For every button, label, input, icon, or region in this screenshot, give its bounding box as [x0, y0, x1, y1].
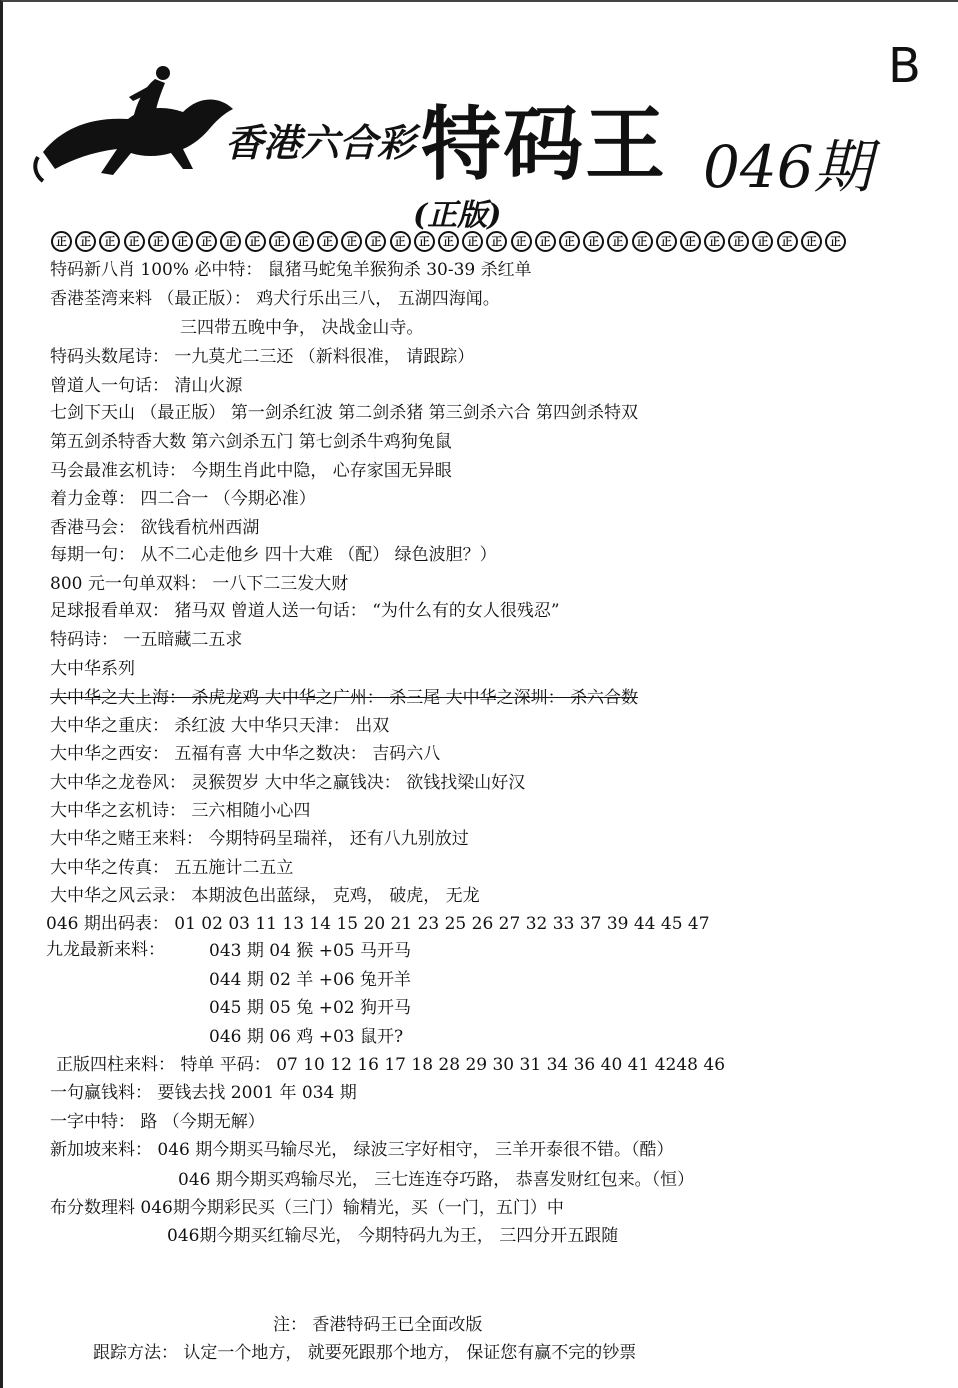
genuine-mark-icon: 正: [196, 231, 217, 252]
content-line: 046 期今期买鸡输尽光， 三七连连夺巧路， 恭喜发财红包来。（恒）: [178, 1170, 695, 1190]
genuine-mark-icon: 正: [172, 231, 193, 252]
content-line: 046 期 06 鸡 +03 鼠开?: [209, 1027, 404, 1047]
footer-method: 跟踪方法： 认定一个地方， 就要死跟那个地方， 保证您有赢不完的钞票: [93, 1343, 637, 1363]
content-line: 着力金尊： 四二合一 （今期必准）: [50, 489, 316, 509]
content-line: 足球报看单双： 猪马双 曾道人送一句话： “为什么有的女人很残忍”: [50, 601, 560, 621]
genuine-mark-icon: 正: [148, 231, 169, 252]
content-line: 800 元一句单双料： 一八下二三发大财: [50, 574, 349, 594]
content-line: 香港马会： 欲钱看杭州西湖: [50, 518, 260, 538]
content-line: 大中华之玄机诗： 三六相随小心四: [50, 801, 311, 821]
content-line: 045 期 05 兔 +02 狗开马: [209, 998, 411, 1018]
content-line: 第五剑杀特香大数 第六剑杀五门 第七剑杀牛鸡狗兔鼠: [50, 432, 452, 452]
content-line: 布分数理料 046期今期彩民买（三门）输精光，买（一门，五门）中: [50, 1198, 564, 1218]
genuine-mark-icon: 正: [486, 231, 507, 252]
content-line: 046 期出码表： 01 02 03 11 13 14 15 20 21 23 25 26 27 32 33 37 39 44 45 47: [46, 914, 710, 934]
genuine-mark-icon: 正: [99, 231, 120, 252]
genuine-mark-icon: 正: [728, 231, 749, 252]
logo-big-title: 特码王: [421, 97, 667, 191]
content-line: 一句赢钱料： 要钱去找 2001 年 034 期: [50, 1083, 357, 1103]
content-line: 曾道人一句话： 清山火源: [50, 376, 243, 396]
genuine-mark-icon: 正: [365, 231, 386, 252]
genuine-mark-icon: 正: [317, 231, 338, 252]
genuine-mark-icon: 正: [341, 231, 362, 252]
content-line: 七剑下天山 （最正版） 第一剑杀红波 第二剑杀猪 第三剑杀六合 第四剑杀特双: [50, 403, 639, 423]
content-line: 大中华之风云录： 本期波色出蓝绿， 克鸡， 破虎， 无龙: [50, 886, 480, 906]
content-line: 大中华之传真： 五五施计二五立: [50, 858, 294, 878]
genuine-mark-icon: 正: [656, 231, 677, 252]
content-line: 大中华之龙卷风： 灵猴贺岁 大中华之赢钱决： 欲钱找梁山好汉: [50, 773, 526, 793]
content-line: 特码诗： 一五暗藏二五求: [50, 630, 243, 650]
genuine-mark-icon: 正: [220, 231, 241, 252]
genuine-mark-icon: 正: [51, 231, 72, 252]
genuine-mark-icon: 正: [535, 231, 556, 252]
footer-note: 注： 香港特码王已全面改版: [273, 1315, 483, 1335]
genuine-mark-icon: 正: [704, 231, 725, 252]
content-line: 043 期 04 猴 +05 马开马: [209, 941, 411, 961]
genuine-mark-icon: 正: [75, 231, 96, 252]
content-line: 每期一句： 从不二心走他乡 四十大难 （配） 绿色波胆？）: [50, 545, 497, 565]
content-line: 特码新八肖 100% 必中特： 鼠猪马蛇兔羊猴狗杀 30-39 杀红单: [50, 260, 532, 280]
genuine-mark-icon: 正: [825, 231, 846, 252]
content-line: 马会最准玄机诗： 今期生肖此中隐， 心存家国无异眼: [50, 461, 452, 481]
genuine-mark-icon: 正: [462, 231, 483, 252]
genuine-mark-icon: 正: [390, 231, 411, 252]
content-line: 大中华之重庆： 杀红波 大中华只天津： 出双: [50, 716, 390, 736]
genuine-mark-icon: 正: [777, 231, 798, 252]
genuine-mark-icon: 正: [245, 231, 266, 252]
content-line: 九龙最新来料：: [46, 940, 165, 960]
genuine-mark-icon: 正: [607, 231, 628, 252]
genuine-mark-icon: 正: [269, 231, 290, 252]
content-line: 一字中特： 路 （今期无解）: [50, 1112, 265, 1132]
issue-number: 046期: [703, 133, 872, 201]
content-line: 044 期 02 羊 +06 兔开羊: [209, 970, 411, 990]
genuine-mark-icon: 正: [680, 231, 701, 252]
content-line: 046期今期买红输尽光， 今期特码九为王， 三四分开五跟随: [167, 1226, 619, 1246]
genuine-mark-icon: 正: [632, 231, 653, 252]
content-line: 特码头数尾诗： 一九莫尤二三还 （新料很准， 请跟踪）: [50, 347, 475, 367]
content-line: 新加坡来料： 046 期今期买马输尽光， 绿波三字好相守， 三羊开泰很不错。（酷）: [50, 1140, 674, 1160]
genuine-mark-icon: 正: [559, 231, 580, 252]
genuine-mark-icon: 正: [293, 231, 314, 252]
genuine-mark-icon: 正: [583, 231, 604, 252]
content-line: 大中华之西安： 五福有喜 大中华之数决： 吉码六八: [50, 744, 441, 764]
content-line: 大中华之大上海： 杀虎龙鸡 大中华之广州： 杀三尾 大中华之深圳： 杀六合数: [50, 688, 639, 708]
content-line: 三四带五晚中争， 决战金山寺。: [180, 318, 424, 338]
genuine-mark-icon: 正: [511, 231, 532, 252]
edition-label: (正版): [413, 198, 502, 233]
genuine-mark-icon: 正: [752, 231, 773, 252]
content-line: 正版四柱来料： 特单 平码： 07 10 12 16 17 18 28 29 30 31 34 36 40 41 4248 46: [56, 1055, 726, 1075]
logo-small-title: 香港六合彩: [225, 120, 416, 165]
genuine-mark-icon: 正: [801, 231, 822, 252]
content-line: 香港荃湾来料 （最正版）： 鸡犬行乐出三八， 五湖四海闻。: [50, 289, 500, 309]
corner-letter: B: [888, 38, 921, 94]
genuine-mark-icon: 正: [438, 231, 459, 252]
genuine-mark-row: [51, 231, 846, 252]
genuine-mark-icon: 正: [414, 231, 435, 252]
horse-rider-icon: [33, 57, 243, 197]
content-line: 大中华系列: [50, 659, 135, 679]
genuine-mark-icon: 正: [124, 231, 145, 252]
content-line: 大中华之赌王来料： 今期特码呈瑞祥， 还有八九别放过: [50, 829, 469, 849]
